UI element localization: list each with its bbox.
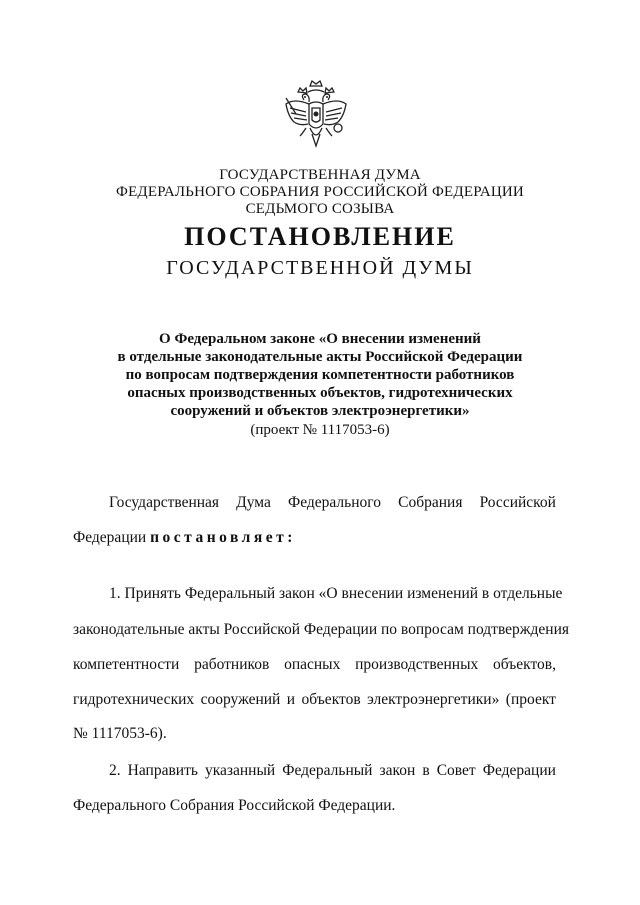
- preamble-word: Российской: [479, 494, 556, 511]
- item2-word: Направить: [127, 762, 198, 779]
- document-subtitle: ГОСУДАРСТВЕННОЙ ДУМЫ: [166, 257, 474, 279]
- item2-word: Федерации: [482, 762, 556, 779]
- item1-word: производственных: [355, 656, 479, 673]
- subject-line-4: опасных производственных объектов, гидротехнических: [127, 385, 513, 401]
- item1-line-2: законодательные акты Российской Федерации по вопросам подтверждения: [73, 621, 569, 638]
- decree-keyword: постановляет:: [150, 529, 296, 546]
- item2-word: закон: [379, 762, 416, 779]
- item1-word: сооружений: [200, 691, 281, 708]
- item2-word: указанный: [204, 762, 276, 779]
- project-number: (проект № 1117053-6): [250, 422, 390, 438]
- item1-line-5: № 1117053-6).: [73, 725, 167, 742]
- subject-line-3: по вопросам подтверждения компетентности работников: [125, 367, 515, 383]
- item2-word: Совет: [436, 762, 476, 779]
- subject-line-5: сооружений и объектов электроэнергетики»: [170, 403, 470, 419]
- item1-line-1: 1. Принять Федеральный закон «О внесении изменений в отдельные: [109, 585, 563, 602]
- item2-line-2: Федерального Собрания Российской Федерации.: [73, 797, 396, 814]
- preamble-line-2: [73, 529, 296, 547]
- org-line-2: ФЕДЕРАЛЬНОГО СОБРАНИЯ РОССИЙСКОЙ ФЕДЕРАЦИИ: [116, 184, 524, 200]
- preamble-federation: Федерации: [73, 529, 147, 546]
- item1-word: объектов: [301, 691, 361, 708]
- item1-word: (проект: [505, 691, 556, 708]
- org-line-3: СЕДЬМОГО СОЗЫВА: [245, 201, 395, 217]
- item2-word: Федеральный: [282, 762, 373, 779]
- item1-line-4: [73, 691, 556, 709]
- subject-line-1: О Федеральном законе «О внесении изменений: [159, 331, 481, 347]
- item1-word: опасных: [284, 656, 341, 673]
- item1-word: компетентности: [73, 656, 180, 673]
- item1-word: и: [286, 691, 296, 708]
- preamble-word: Собрания: [398, 494, 463, 511]
- item2-line-1: [109, 762, 556, 780]
- item1-line-3: [73, 656, 556, 674]
- preamble-word: Федерального: [287, 494, 382, 511]
- item2-word: в: [422, 762, 430, 779]
- item1-word: электроэнергетики»: [367, 691, 500, 708]
- item2-word: 2.: [109, 762, 121, 779]
- subject-line-2: в отдельные законодательные акты Российской Федерации: [117, 349, 523, 365]
- org-line-1: ГОСУДАРСТВЕННАЯ ДУМА: [219, 167, 421, 183]
- item1-word: работников: [194, 656, 270, 673]
- document-type-title: ПОСТАНОВЛЕНИЕ: [184, 222, 456, 251]
- item1-word: объектов,: [493, 656, 556, 673]
- preamble-word: Государственная: [109, 494, 220, 511]
- preamble-line-1: [109, 494, 556, 512]
- state-emblem-icon: [276, 76, 356, 156]
- item1-word: гидротехнических: [73, 691, 195, 708]
- preamble-word: Дума: [236, 494, 271, 511]
